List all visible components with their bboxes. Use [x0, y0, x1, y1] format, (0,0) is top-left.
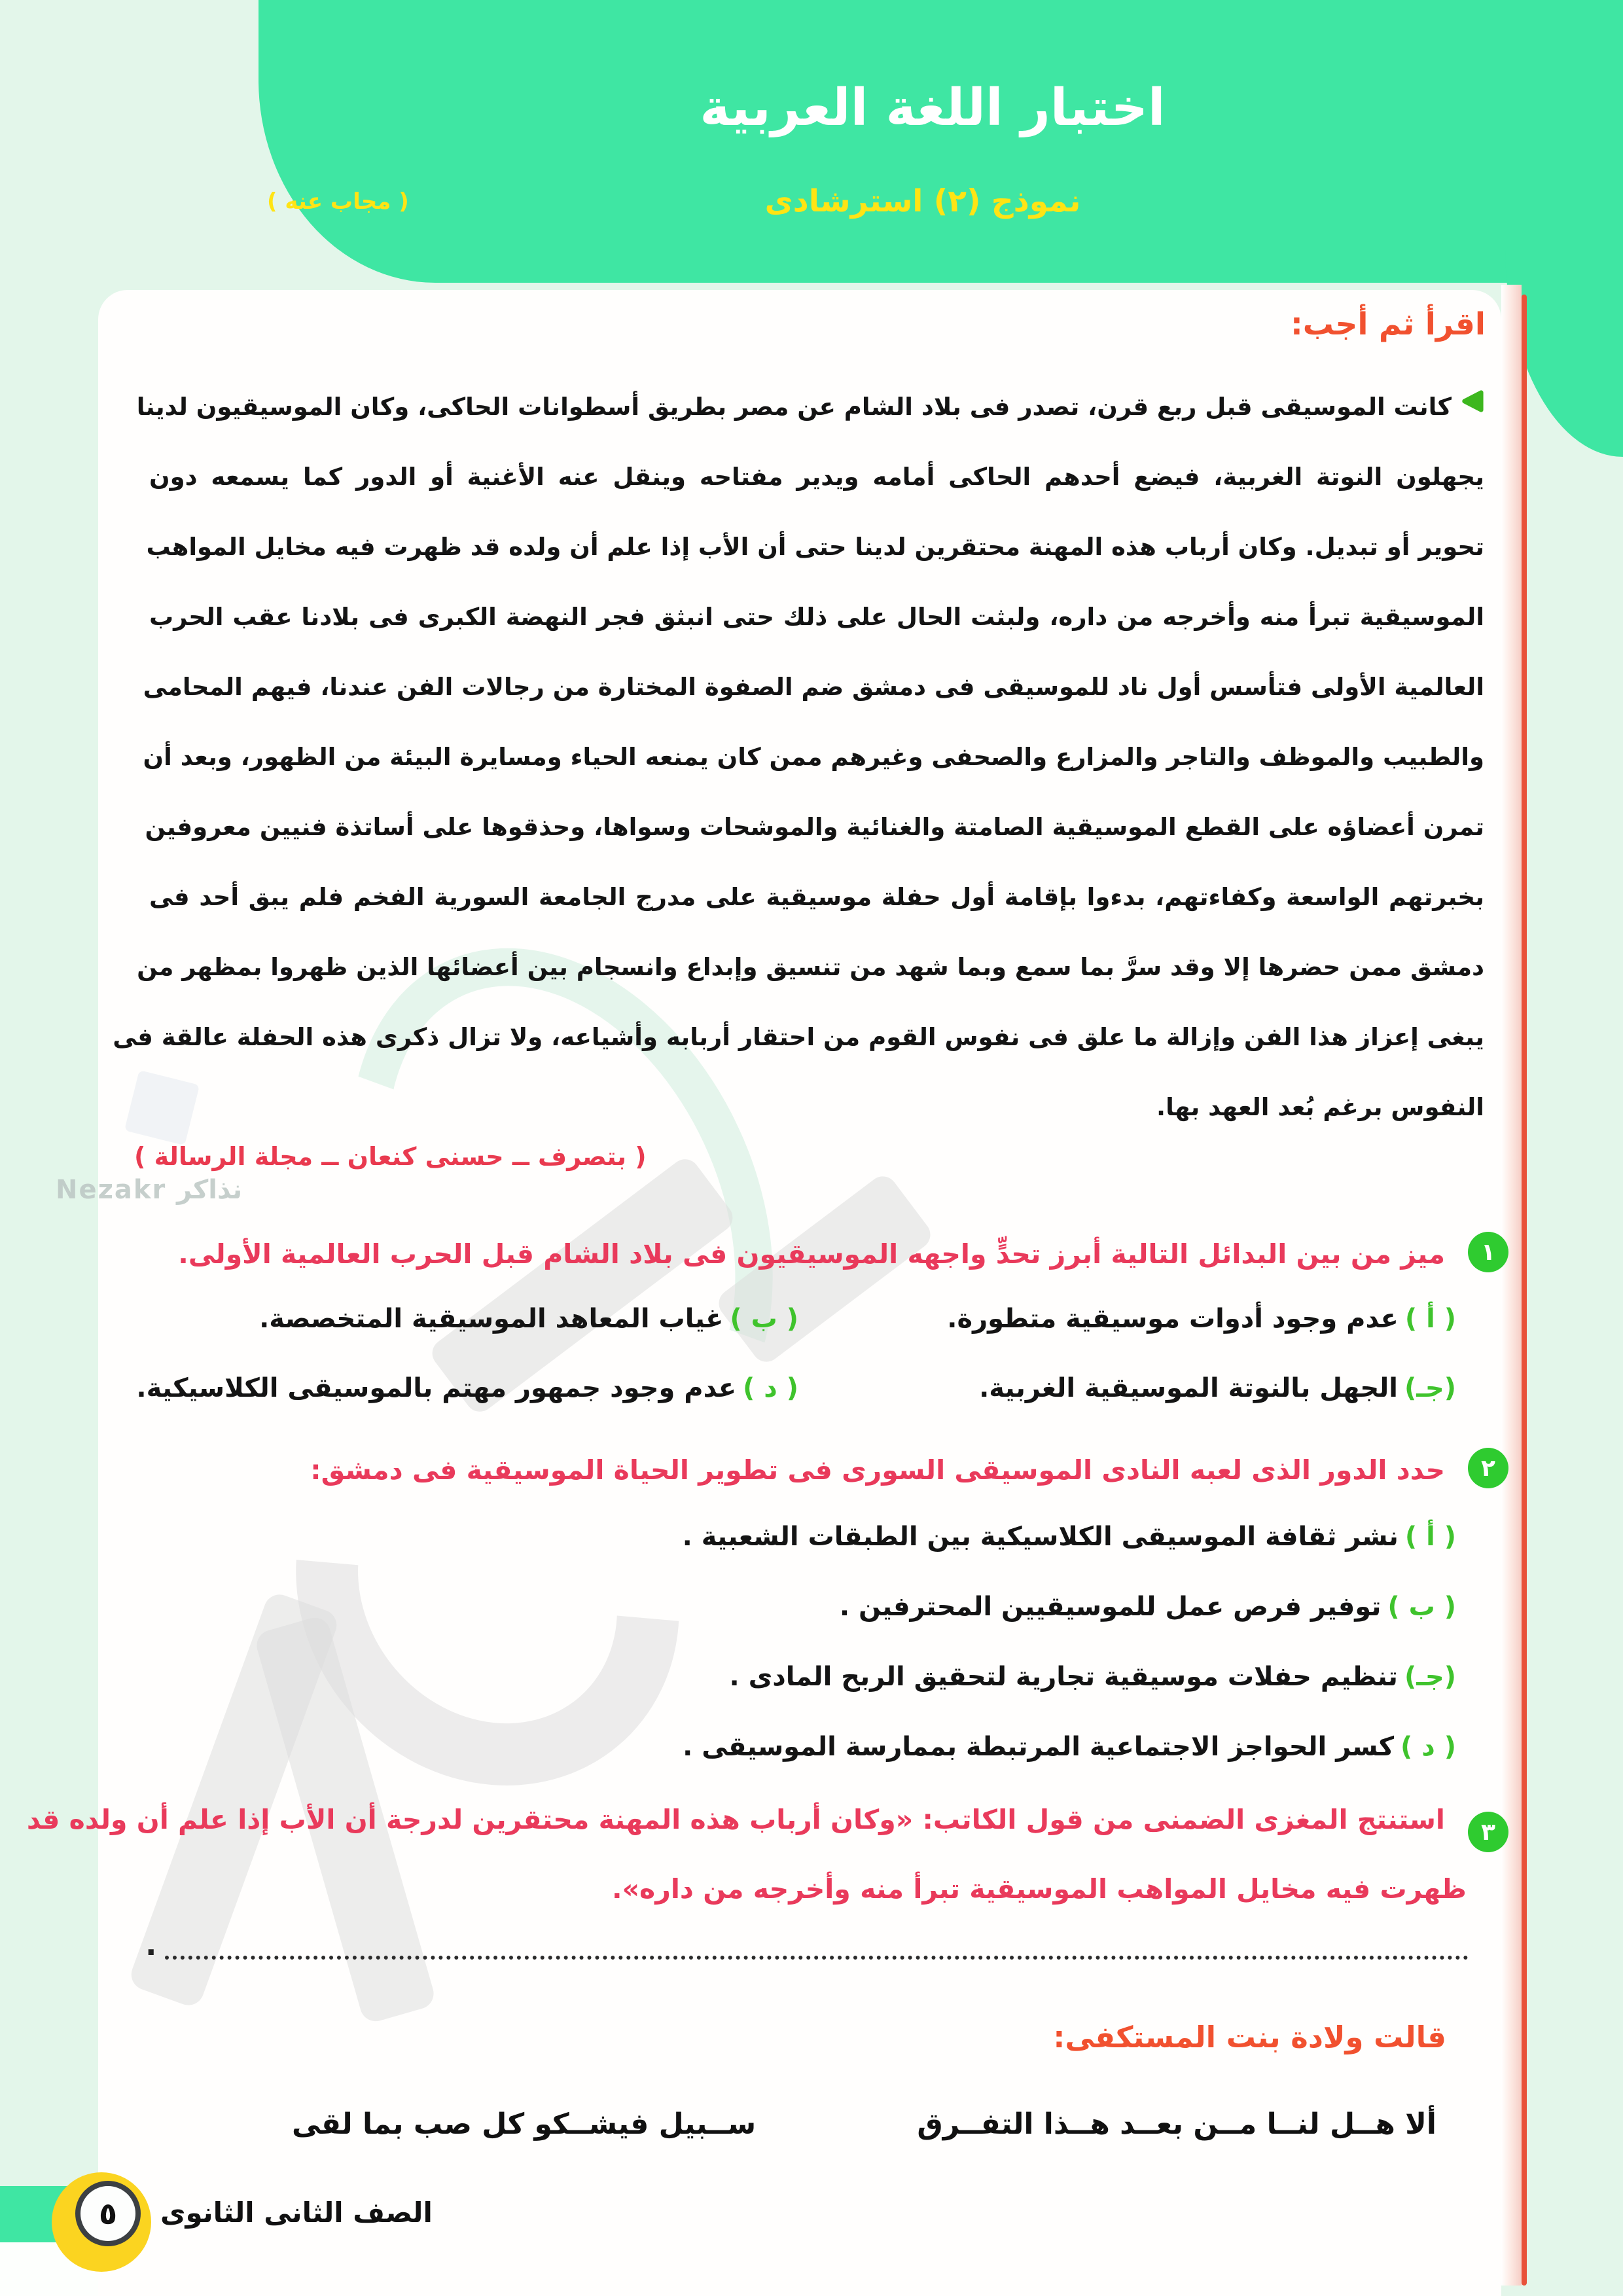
q1-option-d-text: عدم وجود جمهور مهتم بالموسيقى الكلاسيكية. [136, 1373, 737, 1403]
question3-text-line1: استنتج المغزى الضمنى من قول الكاتب: «وكان أرباب هذه المهنة محتقرين لدرجة أن الأب إذا علم أن ولده قد [26, 1804, 1445, 1835]
q1-option-a-text: عدم وجود أدوات موسيقية متطورة. [947, 1304, 1399, 1334]
question1-text: ميز من بين البدائل التالية أبرز تحدٍّ واجهه الموسيقيون فى بلاد الشام قبل الحرب العالمية الأولى. [178, 1238, 1445, 1270]
q2-option-a-text: نشر ثقافة الموسيقى الكلاسيكية بين الطبقات الشعبية . [682, 1522, 1399, 1552]
question2-number: ٢ [1481, 1454, 1495, 1482]
question1-number: ١ [1481, 1238, 1495, 1266]
answer-end-period: . [145, 1927, 157, 1962]
q2-option-c-text: تنظيم حفلات موسيقية تجارية لتحقيق الربح المادى . [729, 1662, 1398, 1692]
q1-option-a[interactable] [947, 1304, 1456, 1334]
page-subtitle: نموذج (٢) استرشادى [764, 183, 1081, 219]
q1-option-d-letter: ( د ) [743, 1373, 798, 1403]
q2-option-b-letter: ( ب ) [1387, 1592, 1456, 1622]
passage-line: الموسيقية تبرأ منه وأخرجه من داره، ولبثت الحال على ذلك حتى انبثق فجر النهضة الكبرى فى بلادنا عقب الحرب [149, 603, 1484, 631]
card-edge-pink-strip [1501, 285, 1522, 2286]
q1-option-b-text: غياب المعاهد الموسيقية المتخصصة. [259, 1304, 724, 1334]
poetry-intro: قالت ولادة بنت المستكفى: [1053, 2020, 1446, 2054]
reading-passage [113, 372, 1484, 1142]
grade-label: الصف الثانى الثانوى [160, 2197, 433, 2229]
page-title: اختبار اللغة العربية [700, 79, 1166, 137]
q2-option-d[interactable] [683, 1732, 1456, 1762]
passage-line: والطبيب والموظف والتاجر والمزارع والصحفى وغيرهم ممن كان يمنعه الحياء ومسايرة البيئة من الظهور، وبعد أن [143, 743, 1484, 771]
q1-option-c-text: الجهل بالنوتة الموسيقية الغربية. [979, 1373, 1398, 1403]
passage-line: كانت الموسيقى قبل ربع قرن، تصدر فى بلاد الشام عن مصر بطريق أسطوانات الحاكى، وكان الموسيقيون لدينا [136, 393, 1452, 421]
question3-number-badge [1468, 1812, 1508, 1852]
q1-option-a-letter: ( أ ) [1404, 1304, 1456, 1334]
q2-option-b[interactable] [840, 1592, 1456, 1622]
q2-option-c-letter: (جـ) [1404, 1662, 1456, 1692]
passage-attribution: ( بتصرف ــ حسنى كنعان ــ مجلة الرسالة ) [134, 1142, 647, 1171]
passage-line: تحوير أو تبديل. وكان أرباب هذه المهنة محتقرين لدينا حتى أن الأب إذا علم أن ولده قد ظهرت فيه مخايل المواهب [146, 533, 1484, 561]
question1-number-badge [1468, 1232, 1508, 1272]
paragraph-bullet-triangle-icon [1459, 389, 1484, 414]
read-then-answer-heading: اقرأ ثم أجب: [1291, 306, 1486, 342]
passage-line: بخبرتهم الواسعة وكفاءتهم، بدءوا بإقامة أول حفلة موسيقية على مدرج الجامعة السورية الفخم فلم يبق أحد فى [149, 883, 1484, 911]
verse-second-hemistich: ســبيل فيشــكو كل صب بما لقى [292, 2108, 757, 2141]
question3-number: ٣ [1481, 1818, 1495, 1846]
q2-option-a[interactable] [683, 1522, 1456, 1552]
q2-option-d-text: كسر الحواجز الاجتماعية المرتبطة بممارسة الموسيقى . [683, 1732, 1395, 1762]
verse-first-hemistich: ألا هــل لنــا مــن بعــد هــذا التفــرق [917, 2108, 1436, 2141]
card-edge-red-line [1522, 295, 1527, 2286]
q1-option-d[interactable] [136, 1373, 798, 1403]
question2-text: حدد الدور الذى لعبه النادى الموسيقى السورى فى تطوير الحياة الموسيقية فى دمشق: [310, 1454, 1445, 1486]
page-number: ٥ [98, 2196, 118, 2231]
q2-option-d-letter: ( د ) [1400, 1732, 1456, 1762]
question2-number-badge [1468, 1448, 1508, 1488]
question3-text-line2: ظهرت فيه مخايل المواهب الموسيقية تبرأ منه وأخرجه من داره». [612, 1873, 1467, 1905]
passage-line: تمرن أعضاؤه على القطع الموسيقية الصامتة والغنائية والموشحات وسواها، وحذقوها على أساتذة فنيين معروفين [145, 813, 1484, 841]
q1-option-b-letter: ( ب ) [730, 1304, 798, 1334]
q2-option-c[interactable] [729, 1662, 1456, 1692]
passage-line: النفوس برغم بُعد العهد بها. [1156, 1093, 1484, 1121]
q1-option-c[interactable] [979, 1373, 1456, 1403]
q1-option-b[interactable] [259, 1304, 798, 1334]
passage-line: دمشق ممن حضرها إلا وقد سرَّ بما سمع وبما شهد من تنسيق وإبداع وانسجام بين أعضائها الذين ظهروا بمظهر من [137, 953, 1484, 981]
answer-blank-line[interactable] [165, 1918, 1469, 1960]
answered-note: ( مجاب عنه ) [267, 188, 409, 215]
watermark-nezakr-text: Nezakr نذاكر [56, 1175, 243, 1205]
header-green-blob [259, 0, 1623, 283]
page-number-badge [75, 2181, 141, 2246]
passage-line: يجهلون النوتة الغربية، فيضع أحدهم الحاكى أمامه ويدير مفتاحه وينقل عنه الأغنية أو الدور كما يسمعه دون [149, 463, 1484, 491]
passage-line: العالمية الأولى فتأسس أول ناد للموسيقى فى دمشق ضم الصفوة المختارة من رجالات الفن عندنا، فيهم المحامى [143, 673, 1484, 701]
q1-option-c-letter: (جـ) [1404, 1373, 1456, 1403]
q2-option-b-text: توفير فرص عمل للموسيقيين المحترفين . [839, 1592, 1382, 1622]
q2-option-a-letter: ( أ ) [1404, 1522, 1456, 1552]
passage-line: يبغى إعزاز هذا الفن وإزالة ما علق فى نفوس القوم من احتقار أربابه وأشياعه، ولا تزال ذكرى هذه الحفلة عالقة فى [113, 1023, 1484, 1051]
